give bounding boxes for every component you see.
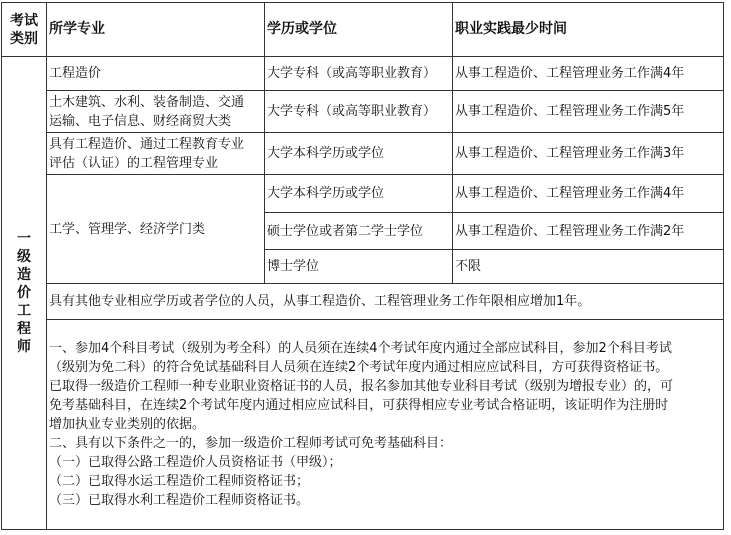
note-line: （级别为免二科）的符合免试基础科目人员须在连续2个考试年度内通过相应应试科目，方可获得资格证书。	[49, 360, 669, 375]
note-line: （二）已取得水运工程造价工程师资格证书；	[49, 474, 310, 489]
practice-time-cell: 从事工程造价、工程管理业务工作满4年	[453, 57, 724, 91]
degree-cell: 博士学位	[265, 250, 453, 284]
practice-time-cell: 从事工程造价、工程管理业务工作满5年	[453, 91, 724, 133]
header-major: 所学专业	[47, 3, 265, 57]
header-practice-time: 职业实践最少时间	[453, 3, 724, 57]
table-row	[2, 91, 724, 133]
note-line: 二、具有以下条件之一的，参加一级造价工程师考试可免考基础科目：	[49, 436, 453, 451]
degree-cell: 大学专科（或高等职业教育）	[265, 57, 453, 91]
note-line: （三）已取得水利工程造价工程师资格证书。	[49, 493, 310, 508]
category-char: 价	[17, 285, 31, 301]
practice-time-cell: 从事工程造价、工程管理业务工作满2年	[453, 213, 724, 250]
exam-requirements-table	[1, 2, 724, 530]
header-exam-category-line2: 类别	[10, 30, 38, 47]
major-cell: 工程造价	[47, 57, 265, 91]
category-char: 程	[17, 321, 31, 337]
exam-category-cell	[2, 57, 47, 530]
category-char: 师	[17, 339, 31, 355]
note-line: 已取得一级造价工程师一种专业职业资格证书的人员，报名参加其他专业科目考试（级别为增报专业）的，可	[49, 379, 674, 394]
major-cell	[47, 133, 265, 175]
category-char: 一	[17, 231, 31, 247]
header-exam-category-line1: 考试	[10, 12, 38, 29]
table-row	[2, 320, 724, 530]
table-row	[2, 284, 724, 320]
degree-cell: 大学本科学历或学位	[265, 175, 453, 213]
header-exam-category	[2, 3, 47, 57]
major-line: 运输、电子信息、财经商贸大类	[49, 113, 232, 129]
practice-time-cell: 不限	[453, 250, 724, 284]
header-row	[2, 3, 724, 57]
category-char: 造	[17, 267, 31, 283]
major-cell: 工学、管理学、经济学门类	[47, 175, 265, 284]
exam-rules-note	[47, 320, 724, 530]
table-row	[2, 175, 724, 213]
note-line: 免考基础科目，在连续2个考试年度内通过相应应试科目，可获得相应专业考试合格证明，该证明作为注册时	[49, 398, 669, 413]
note-line: （一）已取得公路工程造价人员资格证书（甲级）；	[49, 455, 342, 470]
major-cell	[47, 91, 265, 133]
note-line: 一、参加4个科目考试（级别为考全科）的人员须在连续4个考试年度内通过全部应试科目，参加2个科目考试	[49, 341, 672, 356]
category-char: 工	[17, 303, 31, 319]
degree-cell: 硕士学位或者第二学士学位	[265, 213, 453, 250]
degree-cell: 大学本科学历或学位	[265, 133, 453, 175]
major-line: 土木建筑、水利、装备制造、交通	[49, 94, 245, 110]
header-degree: 学历或学位	[265, 3, 453, 57]
other-major-note: 具有其他专业相应学历或者学位的人员，从事工程造价、工程管理业务工作年限相应增加1年。	[47, 284, 724, 320]
table-row	[2, 57, 724, 91]
major-line: 具有工程造价、通过工程教育专业	[49, 136, 245, 152]
note-line: 增加执业专业类别的依据。	[49, 417, 206, 432]
degree-cell: 大学专科（或高等职业教育）	[265, 91, 453, 133]
table-row	[2, 133, 724, 175]
practice-time-cell: 从事工程造价、工程管理业务工作满4年	[453, 175, 724, 213]
practice-time-cell: 从事工程造价、工程管理业务工作满3年	[453, 133, 724, 175]
major-line: 评估（认证）的工程管理专业	[49, 155, 219, 171]
category-char: 级	[17, 249, 31, 265]
